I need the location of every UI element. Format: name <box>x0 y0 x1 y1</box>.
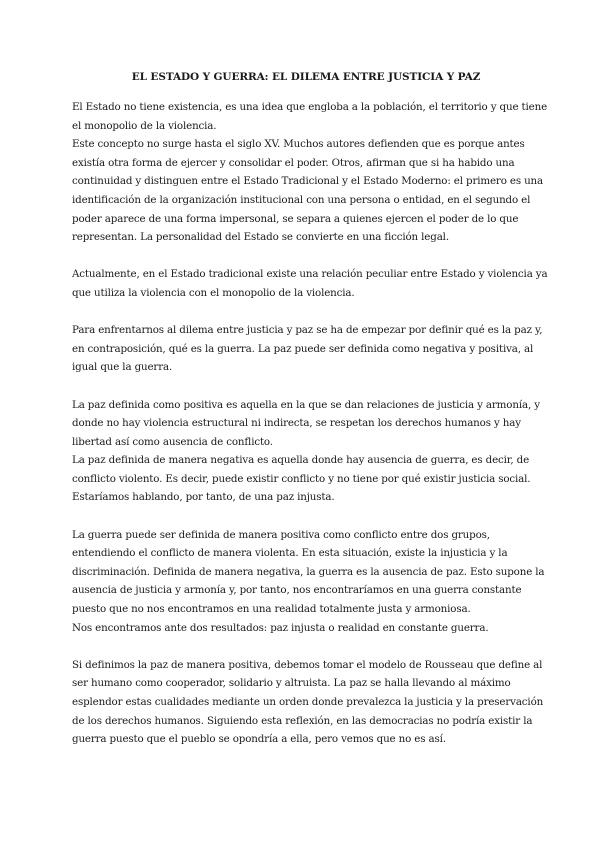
text-line: el monopolio de la violencia. <box>72 119 217 132</box>
text-line: La paz definida de manera negativa es aquella donde hay ausencia de guerra, es decir, de <box>72 454 530 467</box>
text-line: Para enfrentarnos al dilema entre justicia y paz se ha de empezar por definir qué es la paz y, <box>72 324 543 337</box>
text-line: Estaríamos hablando, por tanto, de una paz injusta. <box>72 491 335 504</box>
paragraph-7 <box>72 526 545 619</box>
paragraph-gap <box>72 507 540 526</box>
text-line: donde no hay violencia estructural ni indirecta, se respetan los derechos humanos y hay <box>72 417 521 430</box>
paragraph-8 <box>72 619 540 638</box>
paragraph-6 <box>72 451 540 507</box>
paragraph-3 <box>72 265 548 302</box>
text-line: guerra puesto que el pueblo se opondría a ella, pero vemos que no es así. <box>72 733 446 746</box>
text-line: Si definimos la paz de manera positiva, debemos tomar el modelo de Rousseau que define al <box>72 658 543 671</box>
text-line: Este concepto no surge hasta el siglo XV. Muchos autores defienden que es porque antes <box>72 138 525 151</box>
text-line: igual que la guerra. <box>72 361 173 374</box>
text-line: La paz definida como positiva es aquella en la que se dan relaciones de justicia y armonía, y <box>72 398 540 411</box>
text-line: en contraposición, qué es la guerra. La paz puede ser definida como negativa y positiva, al <box>72 342 534 355</box>
paragraph-gap <box>72 637 540 656</box>
text-line: conflicto violento. Es decir, puede existir conflicto y no tiene por qué existir justicia social. <box>72 472 531 485</box>
text-line: La guerra puede ser definida de manera positiva como conflicto entre dos grupos, <box>72 528 490 541</box>
text-line: representan. La personalidad del Estado se convierte en una ficción legal. <box>72 231 449 244</box>
text-line: El Estado no tiene existencia, es una idea que engloba a la población, el territorio y que tiene <box>72 101 548 113</box>
text-line: ausencia de justicia y armonía y, por tanto, nos encontraríamos en una guerra constante <box>72 584 522 597</box>
text-line: existía otra forma de ejercer y consolidar el poder. Otros, afirman que si ha habido una <box>72 156 515 169</box>
paragraph-gap <box>72 303 540 322</box>
text-line: poder aparece de una forma impersonal, se separa a quienes ejercen el poder de lo que <box>72 212 519 225</box>
paragraph-5 <box>72 396 540 452</box>
text-line: que utiliza la violencia con el monopolio de la violencia. <box>72 286 355 299</box>
document-title: EL ESTADO Y GUERRA: EL DILEMA ENTRE JUSTICIA Y PAZ <box>131 71 481 83</box>
paragraph-gap <box>72 247 540 266</box>
paragraph-2 <box>72 135 544 247</box>
text-line: libertad así como ausencia de conflicto. <box>72 435 273 448</box>
text-line: identificación de la organización institucional con una persona o entidad, en el segundo el <box>72 193 531 206</box>
paragraph-gap <box>72 377 540 396</box>
document-page <box>72 70 548 749</box>
text-line: ser humano como cooperador, solidario y altruista. La paz se halla llevando al máximo <box>72 677 511 690</box>
text-line: discriminación. Definida de manera negativa, la guerra es la ausencia de paz. Esto supone la <box>72 565 545 578</box>
paragraph-1 <box>72 98 548 135</box>
text-line: continuidad y distinguen entre el Estado Tradicional y el Estado Moderno: el primero es una <box>72 175 544 188</box>
text-line: Nos encontramos ante dos resultados: paz injusta o realidad en constante guerra. <box>72 621 489 634</box>
text-line: Actualmente, en el Estado tradicional existe una relación peculiar entre Estado y violencia ya <box>72 268 548 281</box>
text-line: puesto que no nos encontramos en una realidad totalmente justa y armoniosa. <box>72 603 471 616</box>
text-line: entendiendo el conflicto de manera violenta. En esta situación, existe la injusticia y la <box>72 547 508 560</box>
text-line: esplendor estas cualidades mediante un orden donde prevalezca la justicia y la preservación <box>72 696 544 708</box>
text-line: de los derechos humanos. Siguiendo esta reflexión, en las democracias no podría existir la <box>72 714 533 727</box>
paragraph-9 <box>72 656 544 749</box>
paragraph-4 <box>72 321 543 377</box>
